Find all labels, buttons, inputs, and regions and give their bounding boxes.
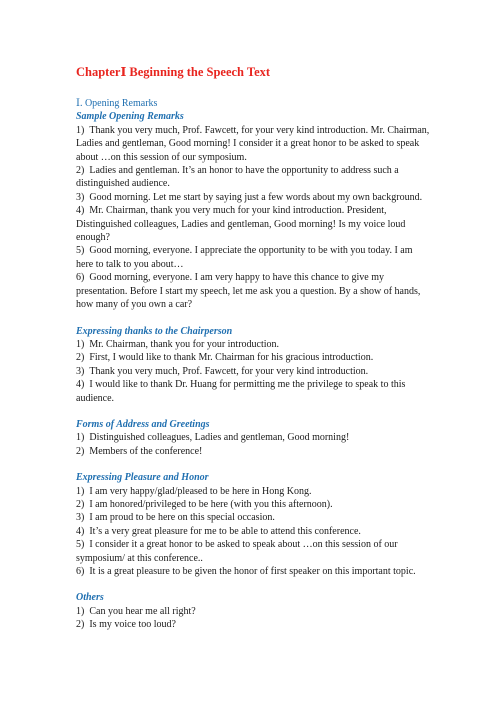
item-number: 5)	[76, 539, 85, 551]
list-item	[76, 511, 432, 524]
group-title: Others	[76, 592, 104, 604]
list-item	[76, 485, 432, 498]
item-text: Good morning, everyone. I am very happy to have this chance to give my presentation. Before I start my speech, let me ask you a question. By a show of hands, how many of you own a car?	[76, 272, 421, 311]
item-text: I am proud to be here on this special occasion.	[89, 512, 275, 524]
item-list	[76, 431, 432, 458]
item-text: Is my voice too loud?	[89, 619, 176, 631]
list-item	[76, 124, 432, 164]
list-item	[76, 164, 432, 191]
group-1	[76, 325, 432, 405]
list-item	[76, 618, 432, 631]
section-title: Ⅰ. Opening Remarks	[76, 98, 158, 109]
item-number: 2)	[76, 445, 85, 457]
list-item	[76, 525, 432, 538]
item-number: 3)	[76, 191, 85, 203]
item-number: 2)	[76, 498, 85, 510]
list-item	[76, 271, 432, 311]
item-number: 6)	[76, 566, 85, 577]
item-number: 6)	[76, 272, 85, 284]
list-item	[76, 244, 432, 271]
list-item	[76, 498, 432, 511]
list-item	[76, 605, 432, 618]
item-text: Mr. Chairman, thank you very much for your kind introduction. President, Distinguished colleagues, Ladies and gentleman, Good morning! Is my voice loud enough?	[76, 205, 406, 244]
item-text: It is a great pleasure to be given the honor of first speaker on this important topic.	[89, 566, 416, 577]
item-text: Good morning. Let me start by saying just a few words about my own background.	[89, 191, 423, 203]
list-item	[76, 338, 432, 351]
item-text: First, I would like to thank Mr. Chairman for his gracious introduction.	[89, 352, 374, 364]
list-item	[76, 565, 432, 578]
item-text: I would like to thank Dr. Huang for permitting me the privilege to speak to this audience.	[76, 379, 406, 404]
group-title: Expressing thanks to the Chairperson	[76, 325, 233, 337]
list-item	[76, 378, 432, 405]
group-title: Sample Opening Remarks	[76, 111, 184, 123]
item-number: 2)	[76, 619, 85, 631]
item-list	[76, 605, 432, 632]
item-text: Mr. Chairman, thank you for your introduction.	[89, 338, 280, 350]
item-text: Thank you very much, Prof. Fawcett, for your very kind introduction. Mr. Chairman, Ladies and gentleman, Good morning! I consider it a great honor to be asked to speak about …on this session of our symposium.	[76, 124, 430, 163]
item-number: 4)	[76, 525, 85, 537]
chapter-title: ChapterⅠ Beginning the Speech Text	[76, 65, 271, 79]
item-number: 5)	[76, 245, 85, 257]
item-text: I consider it a great honor to be asked to speak about …on this session of our symposium/ at this conference..	[76, 539, 398, 564]
item-text: Good morning, everyone. I appreciate the opportunity to be with you today. I am here to talk to you about…	[76, 245, 413, 270]
item-number: 1)	[76, 485, 85, 497]
item-number: 3)	[76, 512, 85, 524]
list-item	[76, 445, 432, 458]
item-text: I am honored/privileged to be here (with you this afternoon).	[89, 498, 333, 510]
list-item	[76, 538, 432, 565]
group-3	[76, 471, 432, 578]
item-list	[76, 338, 432, 405]
group-0	[76, 110, 432, 311]
item-text: I am very happy/glad/pleased to be here in Hong Kong.	[89, 485, 312, 497]
document-body	[76, 97, 432, 632]
item-number: 1)	[76, 338, 85, 350]
list-item	[76, 204, 432, 244]
list-item	[76, 351, 432, 364]
list-item	[76, 431, 432, 444]
item-number: 4)	[76, 205, 85, 217]
item-list	[76, 124, 432, 312]
item-number: 1)	[76, 124, 85, 136]
item-list	[76, 485, 432, 579]
item-text: Thank you very much, Prof. Fawcett, for your very kind introduction.	[89, 365, 369, 377]
item-text: Distinguished colleagues, Ladies and gentleman, Good morning!	[89, 432, 350, 444]
groups-container	[76, 110, 432, 631]
item-number: 1)	[76, 605, 85, 617]
item-text: Ladies and gentleman. It’s an honor to have the opportunity to address such a distinguished audience.	[76, 165, 399, 190]
item-number: 2)	[76, 165, 85, 177]
item-text: It’s a very great pleasure for me to be able to attend this conference.	[89, 525, 361, 537]
group-title: Forms of Address and Greetings	[76, 418, 210, 430]
list-item	[76, 191, 432, 204]
group-2	[76, 418, 432, 458]
item-text: Members of the conference!	[89, 445, 203, 457]
item-number: 4)	[76, 379, 85, 391]
item-number: 2)	[76, 352, 85, 364]
group-4	[76, 591, 432, 631]
item-number: 1)	[76, 432, 85, 444]
group-title: Expressing Pleasure and Honor	[76, 472, 209, 484]
item-text: Can you hear me all right?	[89, 605, 196, 617]
item-number: 3)	[76, 365, 85, 377]
list-item	[76, 365, 432, 378]
